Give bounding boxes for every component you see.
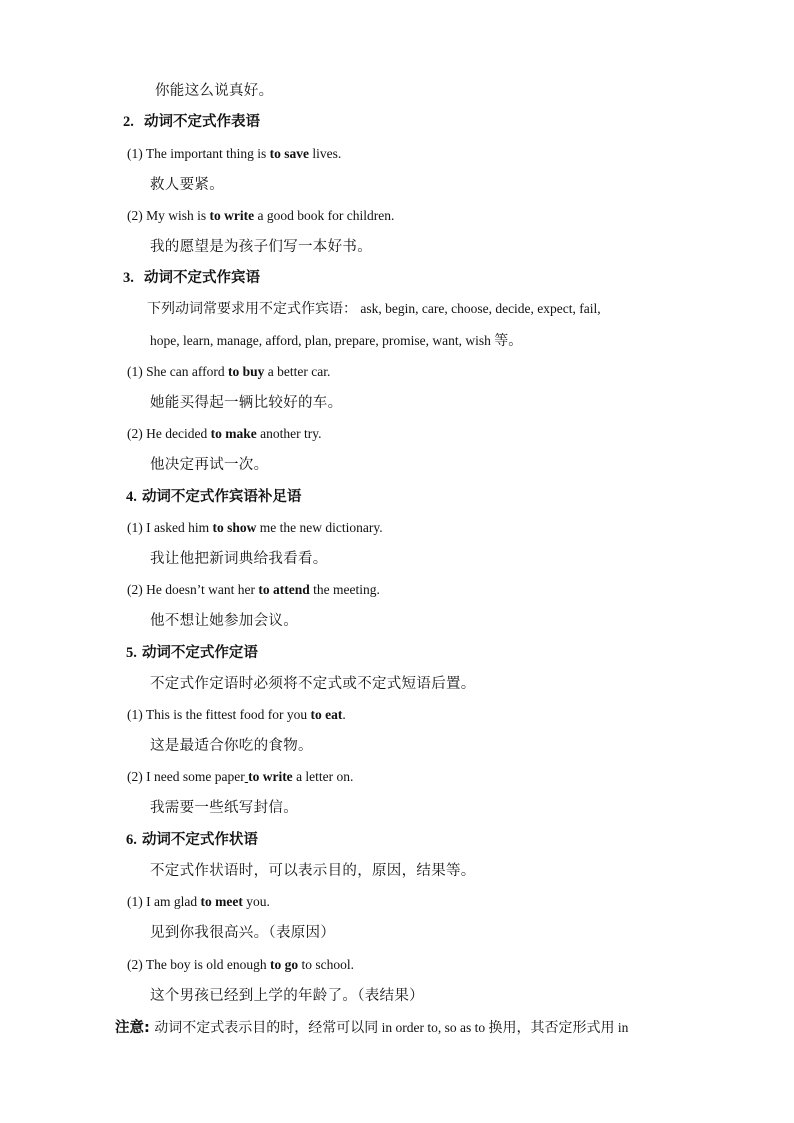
text: 我让他把新词典给我看看。 [150, 551, 328, 567]
text: (1) I asked him [127, 520, 213, 535]
section-heading-3 [123, 268, 260, 288]
description-line [150, 331, 522, 351]
text: 他不想让她参加会议。 [150, 613, 298, 629]
description-line [147, 299, 601, 319]
translation-line [150, 798, 298, 818]
text: 她能买得起一辆比较好的车。 [150, 395, 343, 411]
text: another try. [256, 426, 322, 441]
text: (1) She can afford [127, 364, 228, 379]
text: to school. [298, 957, 354, 972]
translation-line [150, 736, 313, 756]
heading-text: 动词不定式作宾语补足语 [141, 489, 302, 505]
verb-list: hope, learn, manage, afford, plan, prepare, promise, want, wish [150, 333, 495, 348]
infinitive-phrase: to eat [310, 707, 343, 722]
text: 不定式作状语时，可以表示目的，原因，结果等。 [150, 863, 476, 879]
infinitive-phrase: to attend [258, 582, 310, 597]
infinitive-phrase: to buy [227, 364, 265, 379]
translation-line [155, 81, 273, 101]
text: 这是最适合你吃的食物。 [150, 738, 313, 754]
text: a better car. [264, 364, 331, 379]
description-line [150, 674, 476, 694]
example-sentence [127, 424, 321, 444]
text: the meeting. [309, 582, 380, 597]
infinitive-phrase: to go [269, 957, 299, 972]
translation-line [150, 393, 342, 413]
infinitive-phrase: to show [212, 520, 257, 535]
text: (1) The important thing is [127, 146, 270, 161]
heading-text: 动词不定式作表语 [143, 114, 260, 130]
text: a letter on. [292, 769, 354, 784]
translation-line [150, 923, 335, 943]
text: 动词不定式表示目的时，经常可以同 [149, 1020, 379, 1036]
text: you. [242, 894, 270, 909]
example-sentence [127, 206, 394, 226]
text: (2) The boy is old enough [127, 957, 270, 972]
infinitive-phrase: to write [209, 208, 255, 223]
text: (1) I am glad [127, 894, 201, 909]
infinitive-phrase: to meet [200, 894, 243, 909]
text: me the new dictionary. [256, 520, 383, 535]
text: 等。 [494, 333, 523, 349]
text: (1) This is the fittest food for you [127, 707, 311, 722]
example-sentence [127, 518, 383, 538]
heading-number: 5. [126, 645, 137, 661]
translation-line [150, 237, 372, 257]
heading-text: 动词不定式作宾语 [143, 270, 260, 286]
section-heading-2 [123, 112, 260, 132]
example-sentence [127, 767, 353, 787]
text: in [614, 1020, 629, 1035]
text: 他决定再试一次。 [150, 457, 269, 473]
description-line [150, 861, 476, 881]
example-sentence [127, 892, 270, 912]
example-sentence [127, 362, 330, 382]
text: 我的愿望是为孩子们写一本好书。 [150, 239, 372, 255]
infinitive-phrase: to write [248, 769, 293, 784]
translation-line [150, 175, 224, 195]
text: 救人要紧。 [150, 177, 224, 193]
text: 见到你我很高兴。（表原因） [150, 925, 336, 941]
example-sentence [127, 955, 354, 975]
text: lives. [308, 146, 342, 161]
example-sentence [127, 580, 380, 600]
translation-line [150, 986, 424, 1006]
heading-text: 动词不定式作定语 [141, 645, 258, 661]
example-sentence [127, 705, 346, 725]
translation-line [150, 455, 268, 475]
text: 这个男孩已经到上学的年龄了。（表结果） [150, 988, 424, 1004]
section-heading-5 [126, 643, 258, 663]
section-heading-4 [126, 487, 301, 507]
text: (2) He doesn’t want her [127, 582, 259, 597]
text: 换用，其否定形式用 [488, 1020, 615, 1036]
text: 下列动词常要求用不定式作宾语： [147, 301, 357, 317]
text: 我需要一些纸写封信。 [150, 800, 298, 816]
text: 不定式作定语时必须将不定式或不定式短语后置。 [150, 676, 476, 692]
heading-number: 6. [126, 832, 137, 848]
text: a good book for children. [254, 208, 395, 223]
text: (2) I need some paper [127, 769, 245, 784]
heading-number: 2. [123, 114, 134, 130]
infinitive-phrase: to make [210, 426, 257, 441]
text: (2) My wish is [127, 208, 210, 223]
note-label: 注意: [115, 1020, 150, 1036]
section-heading-6 [126, 830, 258, 850]
text: (2) He decided [127, 426, 211, 441]
text: . [342, 707, 346, 722]
heading-number: 4. [126, 489, 137, 505]
example-sentence [127, 144, 341, 164]
translation-line [150, 549, 328, 569]
heading-number: 3. [123, 270, 134, 286]
text: 你能这么说真好。 [155, 83, 274, 99]
text: in order to, so as to [378, 1020, 489, 1035]
infinitive-phrase: to save [269, 146, 309, 161]
note-line [115, 1018, 628, 1038]
heading-text: 动词不定式作状语 [141, 832, 258, 848]
translation-line [150, 611, 298, 631]
verb-list: ask, begin, care, choose, decide, expect, fail, [357, 301, 601, 316]
